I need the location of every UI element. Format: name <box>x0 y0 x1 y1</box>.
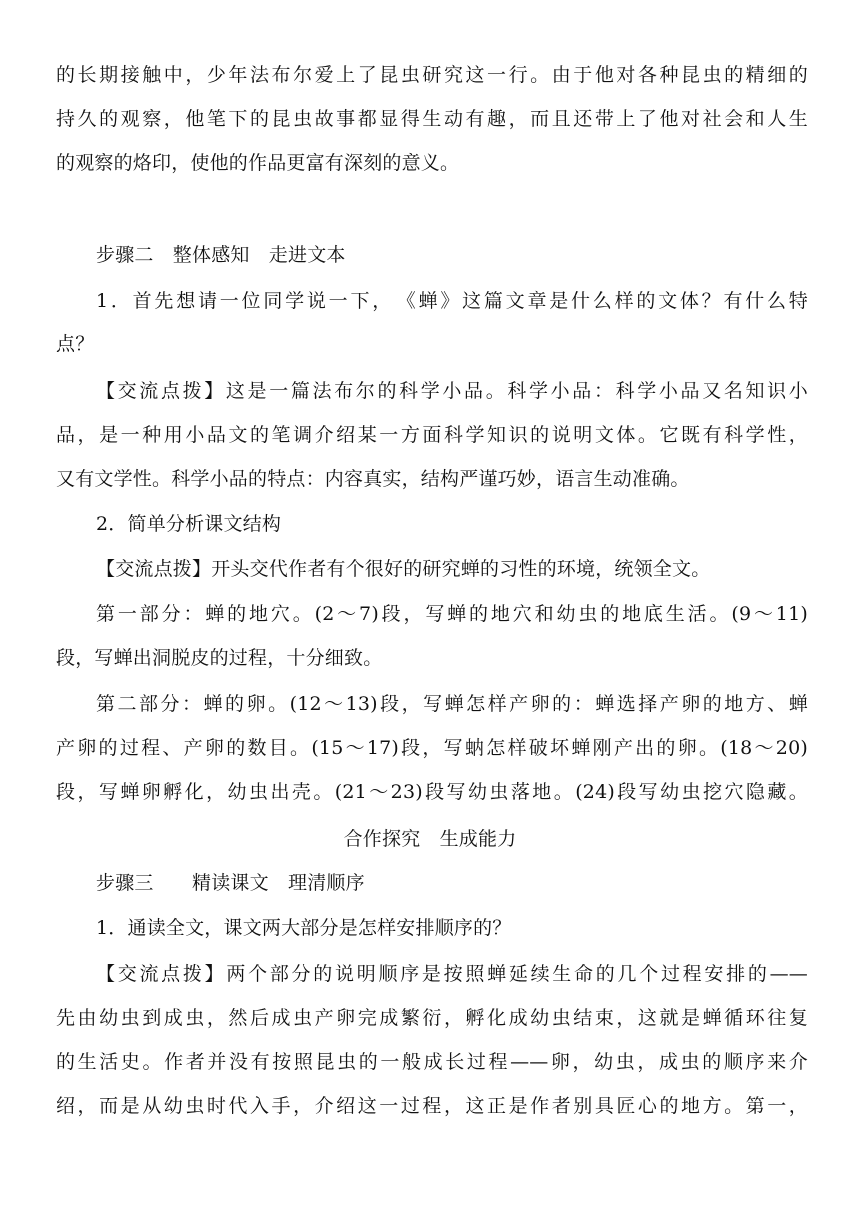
answer-line: 又有文学性。科学小品的特点：内容真实，结构严谨巧妙，语言生动准确。 <box>56 468 690 490</box>
section-heading: 步骤三 精读课文 理清顺序 <box>96 872 365 894</box>
answer-line: 【交流点拨】开头交代作者有个很好的研究蝉的习性的环境，统领全文。 <box>96 558 711 580</box>
paragraph-line: 第二部分：蝉的卵。(12～13)段，写蝉怎样产卵的：蝉选择产卵的地方、蝉 <box>96 693 808 715</box>
paragraph-line: 的观察的烙印，使他的作品更富有深刻的意义。 <box>56 152 460 174</box>
answer-line: 【交流点拨】这是一篇法布尔的科学小品。科学小品：科学小品又名知识小 <box>96 380 808 402</box>
answer-line: 【交流点拨】两个部分的说明顺序是按照蝉延续生命的几个过程安排的—— <box>96 963 808 985</box>
paragraph-line: 段，写蝉卵孵化，幼虫出壳。(21～23)段写幼虫落地。(24)段写幼虫挖穴隐藏。 <box>56 781 808 803</box>
section-heading: 步骤二 整体感知 走进文本 <box>96 244 346 266</box>
answer-line: 先由幼虫到成虫，然后成虫产卵完成繁衍，孵化成幼虫结束，这就是蝉循环往复 <box>56 1007 808 1029</box>
question-line: 1．首先想请一位同学说一下， 《蝉》这篇文章是什么样的文体？有什么特 <box>96 290 808 312</box>
paragraph-line: 的长期接触中，少年法布尔爱上了昆虫研究这一行。由于他对各种昆虫的精细的 <box>56 64 808 86</box>
answer-line: 的生活史。作者并没有按照昆虫的一般成长过程——卵，幼虫，成虫的顺序来介 <box>56 1051 808 1073</box>
paragraph-line: 第一部分：蝉的地穴。(2～7)段，写蝉的地穴和幼虫的地底生活。(9～11) <box>96 603 808 625</box>
paragraph-line: 段，写蝉出洞脱皮的过程，十分细致。 <box>56 647 383 669</box>
answer-line: 品，是一种用小品文的笔调介绍某一方面科学知识的说明文体。它既有科学性， <box>56 424 808 446</box>
paragraph-line: 产卵的过程、产卵的数目。(15～17)段，写蚋怎样破坏蝉刚产出的卵。(18～20) <box>56 737 808 759</box>
question-line: 点？ <box>56 333 95 355</box>
paragraph-line: 持久的观察，他笔下的昆虫故事都显得生动有趣，而且还带上了他对社会和人生 <box>56 108 808 130</box>
question-line: 2．简单分析课文结构 <box>96 513 282 535</box>
section-title: 合作探究 生成能力 <box>343 828 517 850</box>
answer-line: 绍，而是从幼虫时代入手，介绍这一过程，这正是作者别具匠心的地方。第一， <box>56 1095 808 1117</box>
question-line: 1．通读全文，课文两大部分是怎样安排顺序的？ <box>96 917 512 939</box>
